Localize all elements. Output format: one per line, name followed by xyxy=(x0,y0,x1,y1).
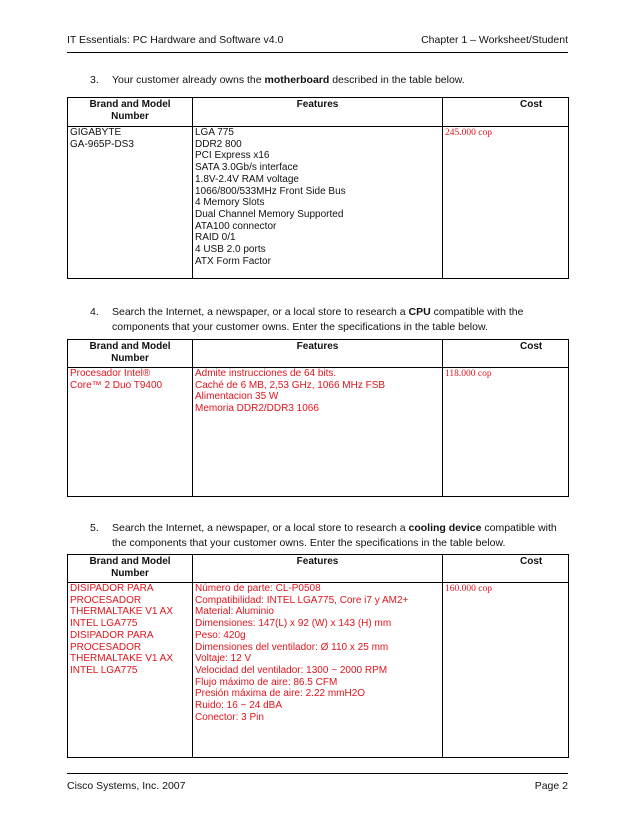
table-header-row xyxy=(68,98,569,127)
feature-line: Flujo máximo de aire: 86.5 CFM xyxy=(195,676,338,688)
cpu-table xyxy=(67,339,569,497)
question-4 xyxy=(90,305,568,335)
feature-line: 1066/800/533MHz Front Side Bus xyxy=(195,185,346,197)
header-chapter: Chapter 1 – Worksheet/Student xyxy=(421,34,568,46)
feature-line: SATA 3.0Gb/s interface xyxy=(195,162,299,174)
column-header-brand: Brand and Model Number xyxy=(68,555,193,583)
question-3 xyxy=(90,73,568,88)
brand-line: Core™ 2 Duo T9400 xyxy=(70,379,163,391)
feature-line: Conector: 3 Pin xyxy=(195,711,264,723)
brand-line: Procesador Intel® xyxy=(70,368,151,379)
column-header-cost: Cost xyxy=(443,98,569,127)
column-header-brand: Brand and Model Number xyxy=(68,98,193,127)
cost-value: 245.000 cop xyxy=(445,128,492,138)
question-5 xyxy=(90,521,568,551)
column-header-features: Features xyxy=(193,98,443,127)
question-number: 4. xyxy=(90,306,99,318)
feature-line: Admite instrucciones de 64 bits. xyxy=(195,368,337,379)
page-footer xyxy=(67,773,568,792)
cost-cell xyxy=(443,368,569,497)
feature-line: Alimentacion 35 W xyxy=(195,391,279,403)
column-header-brand: Brand and Model Number xyxy=(68,340,193,368)
feature-line: Peso: 420g xyxy=(195,629,246,641)
feature-line: 4 Memory Slots xyxy=(195,197,265,209)
brand-cell xyxy=(68,127,193,279)
feature-line: Dimensiones del ventilador: Ø 110 x 25 mm xyxy=(195,641,389,653)
table-header-row xyxy=(68,555,569,583)
motherboard-table xyxy=(67,97,569,279)
feature-line: PCI Express x16 xyxy=(195,150,270,162)
feature-line: Presión máxima de aire: 2.22 mmH2O xyxy=(195,688,366,700)
cost-value: 118.000 cop xyxy=(445,369,492,379)
feature-line: Compatibilidad: INTEL LGA775, Core i7 y AM2+ xyxy=(195,594,409,606)
brand-line: DISIPADOR PARA xyxy=(70,583,154,594)
brand-line: INTEL LGA775 xyxy=(70,618,138,630)
question-text: Search the Internet, a newspaper, or a local store to research a CPU compatible with the components that your customer owns. Enter the specifications in the table below. xyxy=(112,306,524,333)
feature-line: 4 USB 2.0 ports xyxy=(195,244,266,256)
feature-line: Material: Aluminio xyxy=(195,606,274,618)
features-cell xyxy=(193,583,443,758)
feature-line: Caché de 6 MB, 2,53 GHz, 1066 MHz FSB xyxy=(195,379,386,391)
table-row xyxy=(68,583,569,758)
brand-cell xyxy=(68,368,193,497)
brand-line: GA-965P-DS3 xyxy=(70,138,134,150)
feature-line: DDR2 800 xyxy=(195,138,242,150)
feature-line: Memoria DDR2/DDR3 1066 xyxy=(195,403,319,415)
question-number: 5. xyxy=(90,522,99,534)
column-header-cost: Cost xyxy=(443,340,569,368)
brand-line: PROCESADOR xyxy=(70,641,142,653)
brand-line: THERMALTAKE V1 AX xyxy=(70,606,173,618)
table-row xyxy=(68,127,569,279)
header-title: IT Essentials: PC Hardware and Software v4.0 xyxy=(67,34,284,46)
page-header xyxy=(67,34,568,53)
question-text: Your customer already owns the motherboard described in the table below. xyxy=(112,74,465,86)
feature-line: Velocidad del ventilador: 1300 ~ 2000 RPM xyxy=(195,664,388,676)
question-text: Search the Internet, a newspaper, or a local store to research a cooling device compatible with the components that your customer owns. Enter the specifications in the table below. xyxy=(112,522,557,549)
column-header-cost: Cost xyxy=(443,555,569,583)
features-cell xyxy=(193,127,443,279)
brand-cell xyxy=(68,583,193,758)
footer-company: Cisco Systems, Inc. 2007 xyxy=(67,780,186,792)
cost-value: 160.000 cop xyxy=(445,584,492,594)
feature-line: Voltaje: 12 V xyxy=(195,653,252,665)
feature-line: Ruido: 16 ~ 24 dBA xyxy=(195,700,283,712)
column-header-features: Features xyxy=(193,340,443,368)
table-row xyxy=(68,368,569,497)
brand-line: INTEL LGA775 xyxy=(70,664,138,676)
highlight-term: CPU xyxy=(408,306,431,318)
feature-line: Dual Channel Memory Supported xyxy=(195,208,344,220)
question-number: 3. xyxy=(90,74,99,86)
column-header-features: Features xyxy=(193,555,443,583)
feature-line: RAID 0/1 xyxy=(195,232,236,244)
feature-line: Dimensiones: 147(L) x 92 (W) x 143 (H) mm xyxy=(195,618,392,630)
cooling-device-table xyxy=(67,554,569,758)
feature-line: LGA 775 xyxy=(195,127,234,138)
table-header-row xyxy=(68,340,569,368)
cost-cell xyxy=(443,127,569,279)
feature-line: ATX Form Factor xyxy=(195,255,271,267)
highlight-term: cooling device xyxy=(408,522,482,534)
brand-line: DISIPADOR PARA xyxy=(70,629,154,641)
brand-line: THERMALTAKE V1 AX xyxy=(70,653,173,665)
feature-line: ATA100 connector xyxy=(195,220,277,232)
cost-cell xyxy=(443,583,569,758)
brand-line: GIGABYTE xyxy=(70,127,122,138)
footer-page-number: Page 2 xyxy=(534,780,568,792)
feature-line: Número de parte: CL-P0508 xyxy=(195,583,321,594)
feature-line: 1.8V-2.4V RAM voltage xyxy=(195,173,299,185)
features-cell xyxy=(193,368,443,497)
highlight-term: motherboard xyxy=(264,74,330,86)
brand-line: PROCESADOR xyxy=(70,594,142,606)
